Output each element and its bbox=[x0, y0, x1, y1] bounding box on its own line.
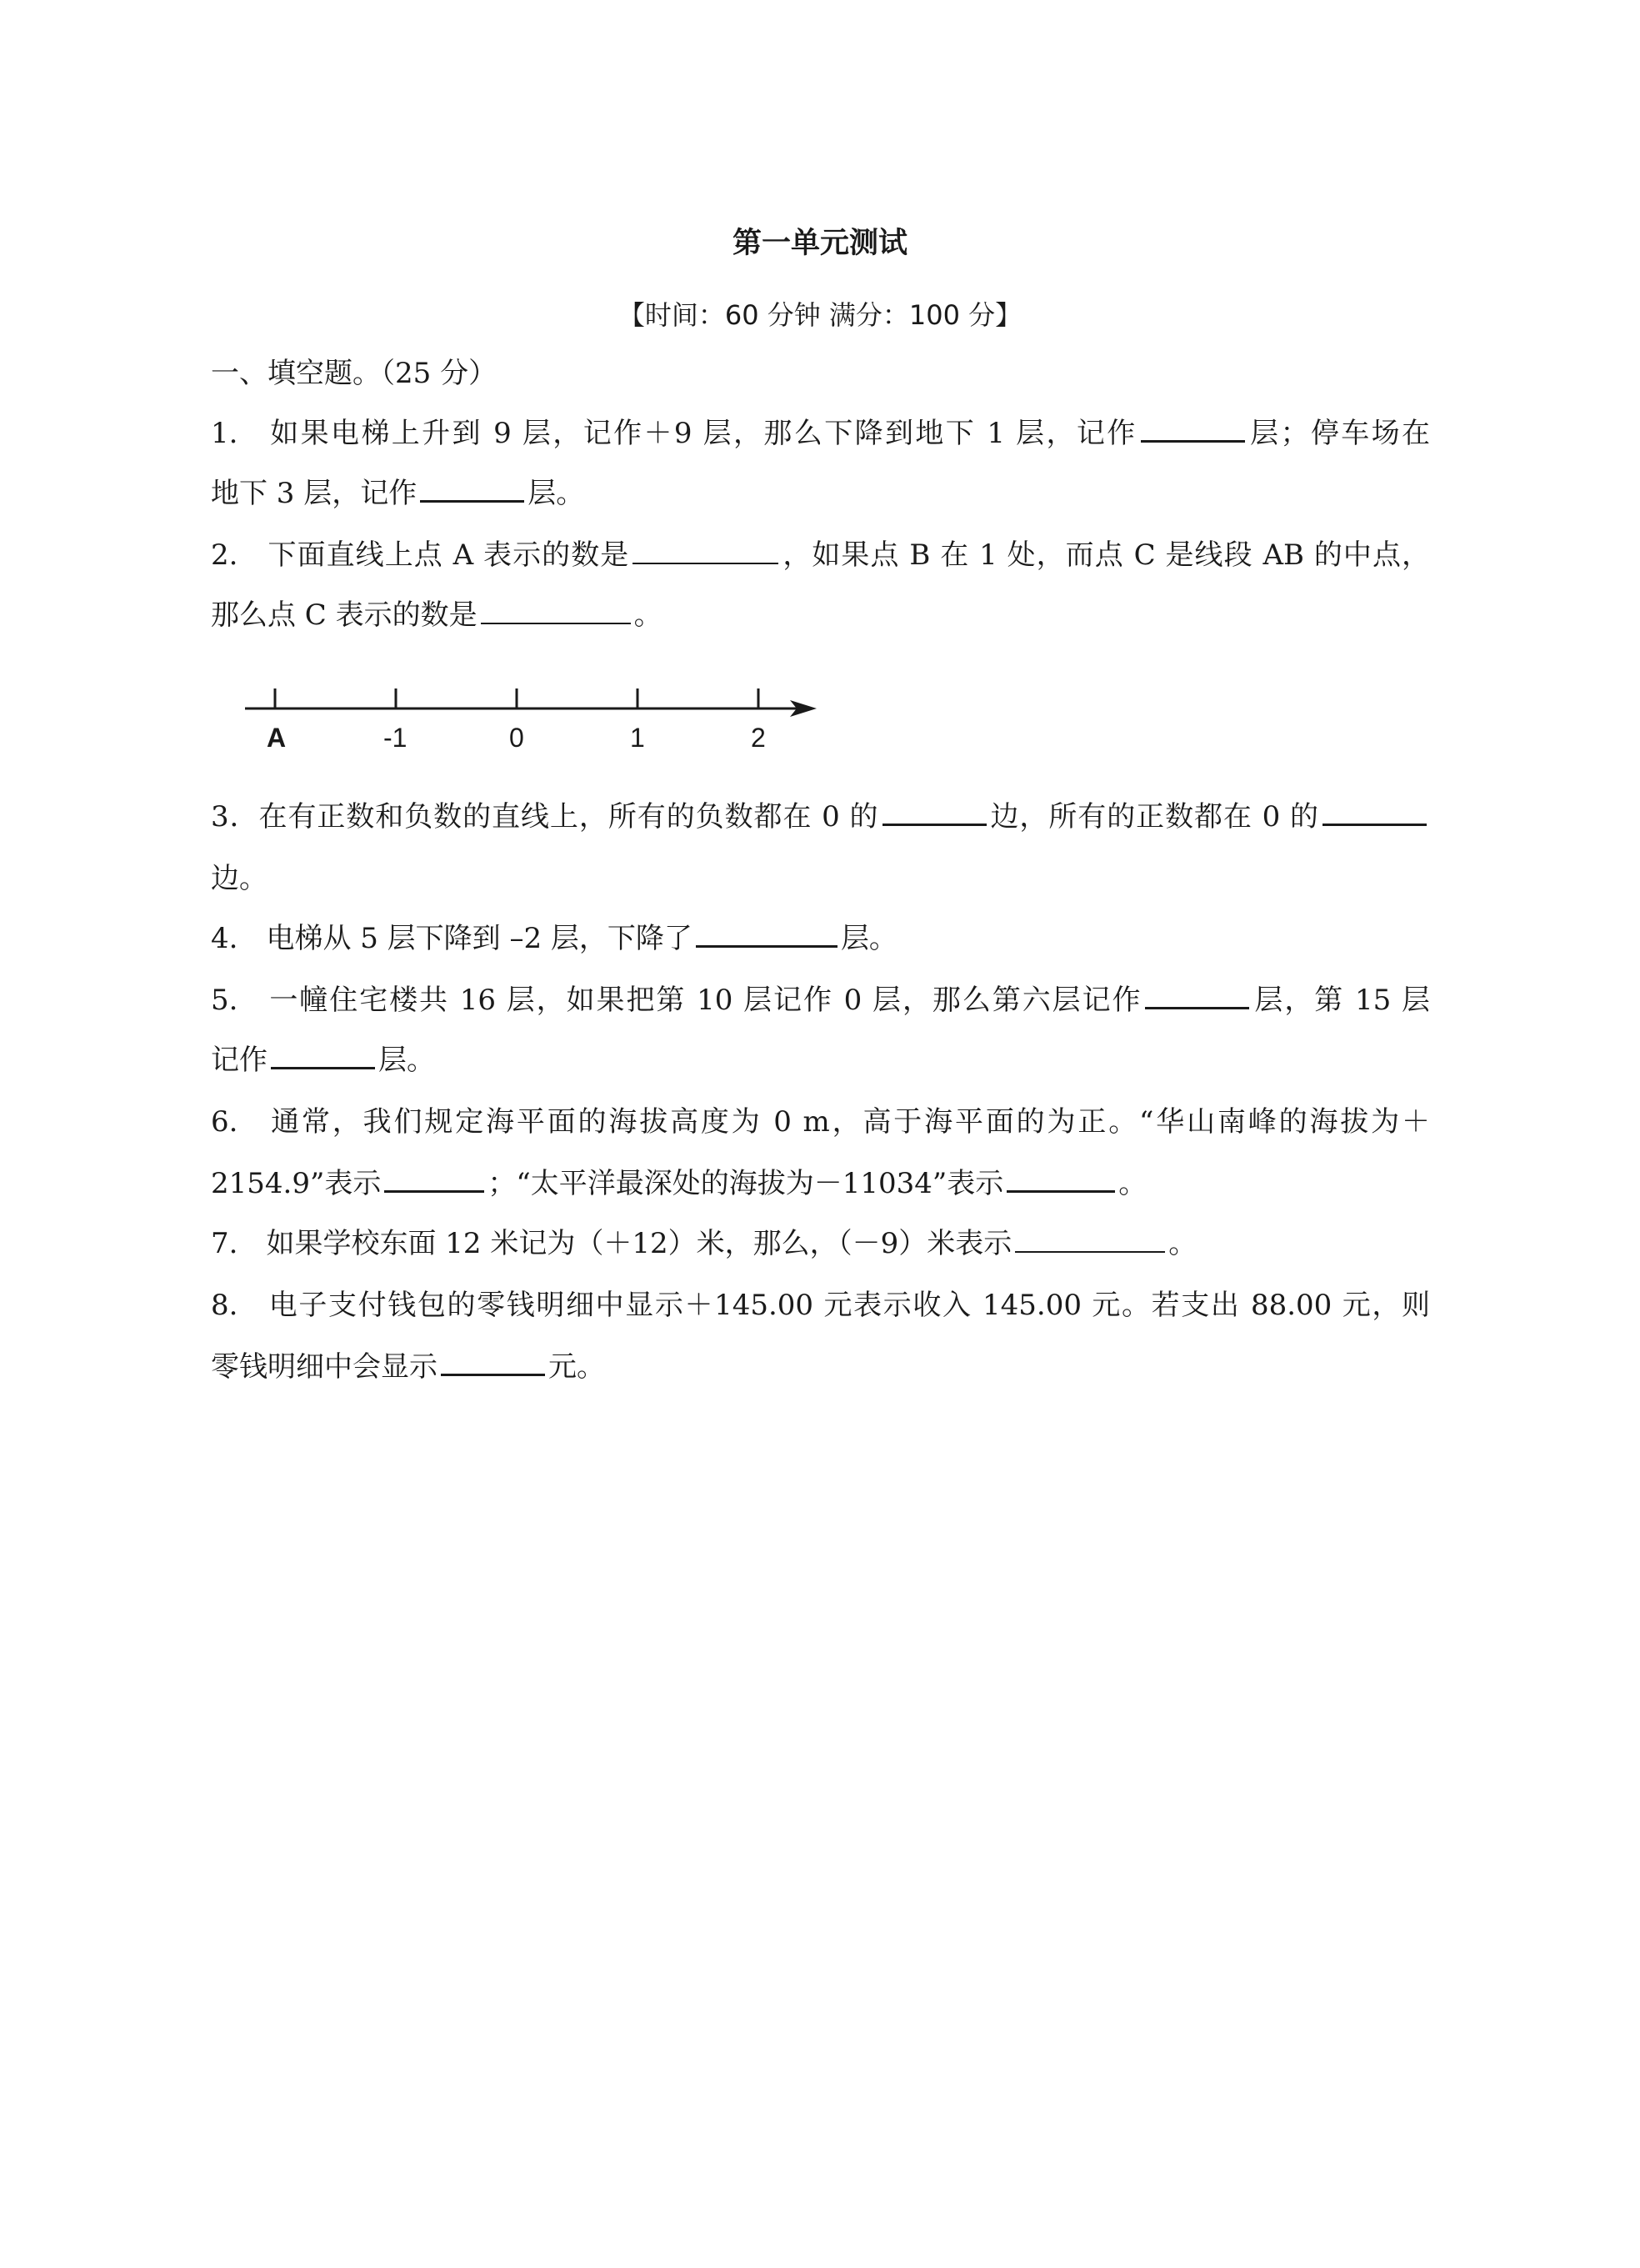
label-0: 0 bbox=[509, 723, 524, 753]
label-a: A bbox=[267, 723, 287, 753]
question-7: 7. 如果学校东面 12 米记为（＋12）米，那么，（－9）米表示 。 bbox=[211, 1227, 1198, 1260]
exam-meta: 【时间：60 分钟 满分：100 分】 bbox=[618, 299, 1022, 331]
question-5-line-1: 5. 一幢住宅楼共 16 层，如果把第 10 层记作 0 层，那么第六层记作 层，第 15 层 bbox=[211, 984, 1430, 1017]
question-4: 4. 电梯从 5 层下降到 –2 层，下降了 层。 bbox=[211, 922, 898, 955]
question-1-line-2: 地下 3 层，记作 层。 bbox=[211, 477, 585, 510]
answer-blank[interactable] bbox=[1145, 1006, 1249, 1009]
section-heading: 一、填空题。（25 分） bbox=[211, 357, 498, 390]
question-3-line-2: 边。 bbox=[211, 862, 268, 895]
answer-blank[interactable] bbox=[1322, 823, 1427, 826]
question-5-line-2: 记作 层。 bbox=[211, 1044, 435, 1077]
question-6-line-2: 2154.9”表示 ；“太平洋最深处的海拔为－11034”表示 。 bbox=[211, 1167, 1148, 1200]
question-1-line-1: 1. 如果电梯上升到 9 层，记作＋9 层，那么下降到地下 1 层，记作 层；停车场在 bbox=[211, 417, 1430, 450]
answer-blank[interactable] bbox=[420, 499, 524, 503]
question-8-line-1: 8. 电子支付钱包的零钱明细中显示＋145.00 元表示收入 145.00 元。若支出 88.00 元，则 bbox=[211, 1289, 1430, 1322]
answer-blank[interactable] bbox=[384, 1189, 484, 1193]
question-8-line-2: 零钱明细中会显示 元。 bbox=[211, 1350, 605, 1384]
question-3-line-1: 3．在有正数和负数的直线上，所有的负数都在 0 的 边，所有的正数都在 0 的 bbox=[211, 792, 1430, 842]
answer-blank[interactable] bbox=[441, 1373, 545, 1376]
answer-blank[interactable] bbox=[1015, 1250, 1165, 1253]
answer-blank[interactable] bbox=[882, 823, 987, 826]
answer-blank[interactable] bbox=[1007, 1189, 1115, 1193]
question-2-line-2: 那么点 C 表示的数是 。 bbox=[211, 598, 662, 632]
number-line-diagram bbox=[233, 667, 833, 759]
page-title: 第一单元测试 bbox=[732, 227, 908, 260]
question-2-line-1: 2. 下面直线上点 A 表示的数是 ，如果点 B 在 1 处，而点 C 是线段 AB 的中点， bbox=[211, 538, 1430, 572]
label-neg-1: -1 bbox=[383, 723, 408, 753]
label-1: 1 bbox=[630, 723, 645, 753]
question-6-line-1: 6. 通常，我们规定海平面的海拔高度为 0 m，高于海平面的为正。“华山南峰的海拔为＋ bbox=[211, 1105, 1430, 1139]
answer-blank[interactable] bbox=[481, 622, 631, 624]
answer-blank[interactable] bbox=[632, 562, 778, 564]
answer-blank[interactable] bbox=[271, 1066, 375, 1069]
label-2: 2 bbox=[751, 723, 766, 753]
answer-blank[interactable] bbox=[696, 944, 838, 948]
answer-blank[interactable] bbox=[1141, 439, 1245, 443]
